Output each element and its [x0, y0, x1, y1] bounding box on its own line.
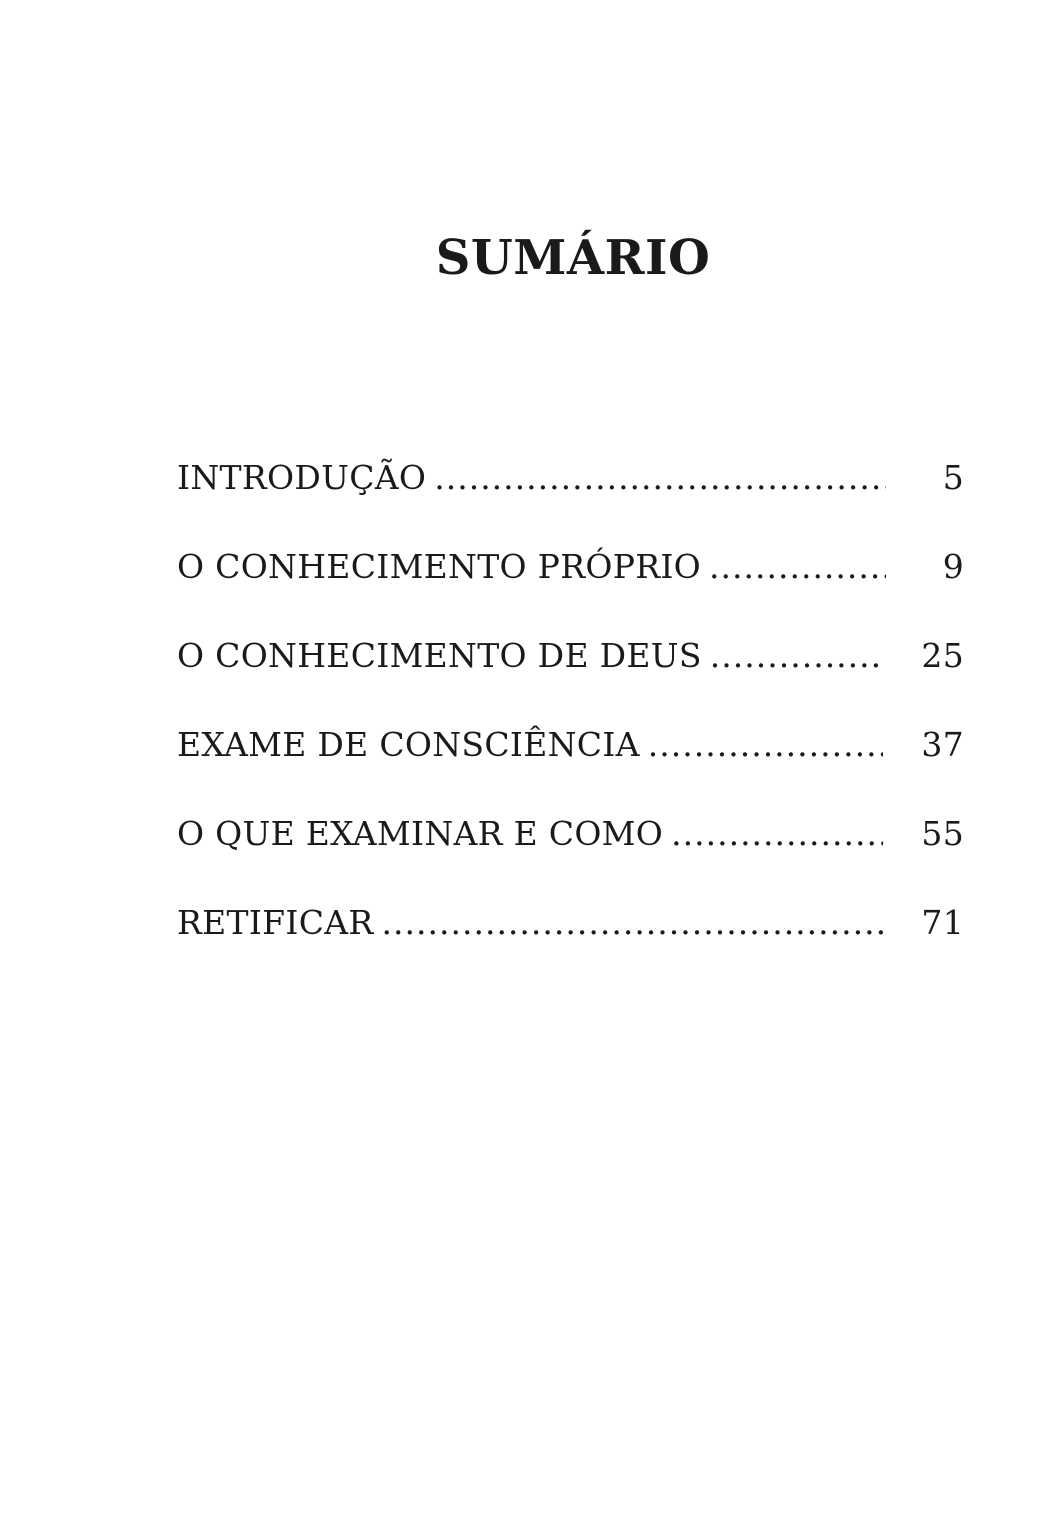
dot-leader [671, 808, 883, 860]
toc-entry-page: 55 [921, 814, 964, 853]
toc-entry [177, 808, 964, 897]
toc-entry-page: 37 [921, 725, 964, 764]
toc-entry [177, 897, 964, 986]
dot-leader [434, 452, 886, 504]
toc-entry-title: EXAME DE CONSCIÊNCIA [177, 725, 640, 764]
toc-entry-page: 5 [942, 458, 964, 497]
dot-leader [709, 541, 886, 593]
toc-entry [177, 630, 964, 719]
dot-leader [648, 719, 884, 771]
toc-entry-page: 9 [942, 547, 964, 586]
toc-entry [177, 452, 964, 541]
toc-entry-title: O CONHECIMENTO PRÓPRIO [177, 547, 702, 586]
table-of-contents [177, 452, 964, 986]
toc-entry-title: O CONHECIMENTO DE DEUS [177, 636, 702, 675]
toc-entry-title: INTRODUÇÃO [177, 458, 427, 497]
dot-leader [382, 897, 884, 949]
dot-leader [710, 630, 884, 682]
toc-entry-title: O QUE EXAMINAR E COMO [177, 814, 664, 853]
page-title: SUMÁRIO [435, 230, 711, 286]
toc-entry-title: RETIFICAR [177, 903, 374, 942]
toc-entry-page: 25 [921, 636, 964, 675]
toc-entry [177, 541, 964, 630]
toc-entry-page: 71 [921, 903, 964, 942]
toc-entry [177, 719, 964, 808]
